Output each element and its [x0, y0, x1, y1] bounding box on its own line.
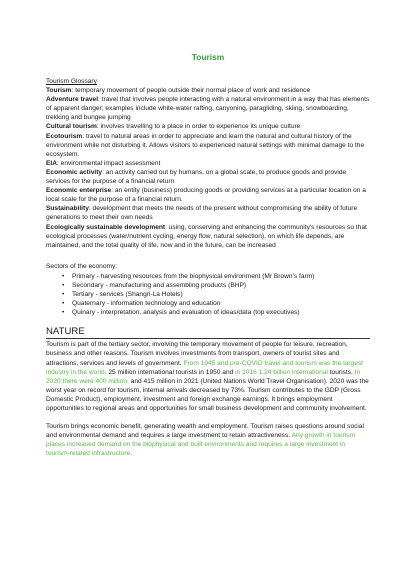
sectors-heading: Sectors of the economy:: [46, 262, 118, 270]
glossary-term: Tourism: [46, 87, 72, 95]
glossary-term: Adventure travel: [46, 96, 99, 104]
glossary-entry-economic-enterprise: [46, 186, 370, 204]
sector-text: Quinary - interpretation, analysis and evaluation of ideas/data (top executives): [72, 309, 300, 317]
sector-text: Quaternary - information technology and education: [72, 300, 221, 308]
glossary-entry-esd: [46, 223, 370, 250]
text-run: Tourism is part of the tertiary sector, involving the temporary movement of people for leisure, recreation, business and other reasons. Tourism involves investments from transport, owners of tourist sites and attractions, services and levels of government.: [46, 341, 348, 367]
bullet-icon: •: [62, 309, 65, 317]
bullet-icon: •: [62, 272, 65, 280]
glossary-heading: Tourism Glossary: [46, 78, 97, 85]
text-run: Tourism brings economic benefit, generating wealth and employment. Tourism raises questions around social and environmental demand and requires a large investment to retain attractiveness.: [46, 423, 365, 440]
nature-paragraph-1: [46, 340, 370, 413]
sector-text: Tertiary - services (Shangri-La Hotels): [72, 291, 183, 299]
glossary-term: Cultural tourism: [46, 123, 97, 131]
list-item: [62, 290, 370, 299]
list-item: [62, 272, 370, 281]
glossary-entry-cultural-tourism: [46, 122, 370, 131]
highlighted-text: From 1945 and pre-COVID travel and tourism was the largest industry in the world.: [46, 359, 364, 376]
nature-section: [46, 326, 370, 458]
bullet-icon: •: [62, 291, 65, 299]
text-run: and 415 million in 2021 (United Nations World Travel Organisation). 2020 was the worst year on record for tourism, internal arrivals decreased by 73%. Tourism contributes to the GDP (Gross Domestic Product), employment, investment and foreign exchange earnings. It brings employment opportunities to regional areas and opportunities for small business development and community involvement.: [46, 377, 369, 412]
page-title: Tourism: [191, 52, 225, 62]
glossary-definition: : travel to natural areas in order to appreciate and learn the natural and cultural history of the environment while not disturbing it. Allows visitors to experienced natural settings with minimal damage to the ecosystem.: [46, 132, 365, 158]
paragraph-gap: [46, 413, 370, 422]
glossary-entry-ecotourism: [46, 132, 370, 159]
list-item: [62, 299, 370, 308]
glossary-entry-economic-activity: [46, 168, 370, 186]
glossary-term: Economic enterprise: [46, 187, 112, 195]
sector-text: Secondary - manufacturing and assembling products (BHP): [72, 281, 247, 289]
nature-paragraph-2: [46, 422, 370, 458]
glossary-definition: : development that meets the needs of the present without compromising the ability of future generations to meet their own needs: [46, 205, 358, 222]
list-item: [62, 308, 370, 317]
glossary-definition: : using, conserving and enhancing the community's resources so that ecological processes (water/nutrient cycling, energy flow, natural selection), on which life depends, are maintained, and the total quality of life, now and in the future, can be increased: [46, 223, 367, 249]
glossary-term: Sustainability: [46, 205, 89, 213]
glossary-definition: : environmental impact assessment: [57, 159, 161, 167]
list-item: [62, 281, 370, 290]
glossary-term: Ecotourism: [46, 132, 83, 140]
highlighted-text: Any growth in tourism places increased demand on the biophysical and built environments and requires a large investment in tourism-related infrastructure.: [46, 432, 355, 458]
highlighted-text: in 2016 1.24 billion international: [235, 368, 328, 376]
sectors-list: [46, 272, 370, 317]
bullet-icon: •: [62, 300, 65, 308]
text-run: tourists.: [327, 368, 355, 376]
glossary-definition: : an entity (business) producing goods or providing services at a particular location on a local scale for the purpose of a financial return.: [46, 187, 366, 204]
glossary-term: EIA: [46, 159, 57, 167]
glossary-definition: : an activity carried out by humans, on a global scale, to produce goods and provide services for the purpose of a financial return: [46, 168, 347, 186]
glossary-entry-eia: [46, 159, 370, 168]
highlighted-text: In 2020 there were 400 million,: [46, 368, 361, 385]
glossary-definition: : travel that involves people interacting with a natural environment in a way that has elements of apparent danger; examples include white-water rafting, canyoning, paragliding, skiing, snowboarding, trekking and bungee jumping: [46, 96, 370, 122]
glossary-entry-tourism: [46, 86, 370, 95]
glossary-definition: : temporary movement of people outside their normal place of work and residence: [71, 87, 311, 95]
text-run: 25 million international tourists in 1950 and: [106, 368, 236, 376]
sector-text: Primary - harvesting resources from the biophysical environment (Mr Brown's farm): [72, 272, 315, 280]
nature-heading: NATURE: [46, 326, 370, 339]
glossary-entry-adventure-travel: [46, 95, 370, 122]
glossary-section: [46, 77, 370, 250]
glossary-term: Ecologically sustainable development: [46, 223, 166, 231]
glossary-entry-sustainability: [46, 204, 370, 222]
glossary-definition: : involves travelling to a place in order to experience its unique culture: [96, 123, 301, 131]
bullet-icon: •: [62, 281, 65, 289]
glossary-term: Economic activity: [46, 168, 103, 176]
sectors-section: [46, 262, 370, 318]
